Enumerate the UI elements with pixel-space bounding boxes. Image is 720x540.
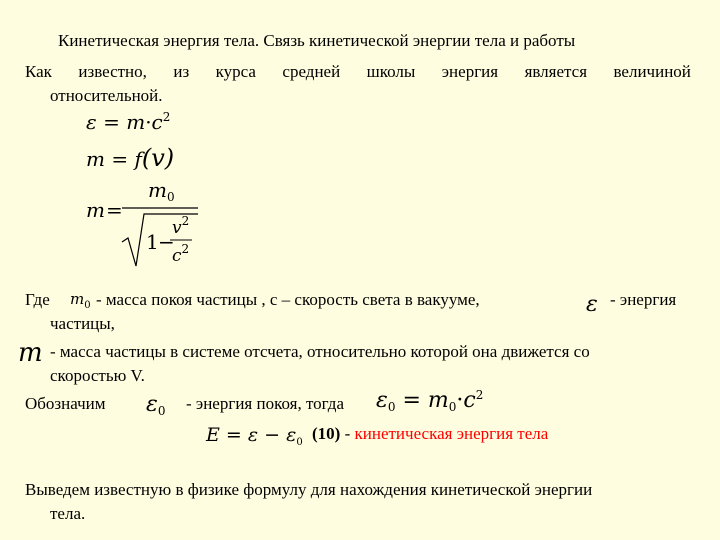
m-def-line-1: - масса частицы в системе отсчета, относительно которой она движется со — [50, 342, 590, 361]
m-def-line-2: скоростью V. — [50, 366, 145, 385]
where-line-2: частицы, — [50, 314, 115, 333]
where-text-a: - масса покоя частицы , с – скорость света в вакууме, — [96, 290, 480, 309]
word: Как — [25, 62, 52, 81]
word: курса — [215, 62, 256, 81]
intro-line-2: относительной. — [50, 86, 163, 105]
formula-kinetic-energy: $E = \varepsilon - \varepsilon_0$ — [206, 424, 303, 448]
denote-text: - энергия покоя, тогда — [186, 394, 345, 413]
denote-word: Обозначим — [25, 394, 106, 413]
kinetic-line: (10) - кинетическая энергия тела — [312, 424, 549, 443]
derive-line-1: Выведем известную в физике формулу для нахождения кинетической энергии — [25, 480, 593, 499]
derive-line-2: тела. — [50, 504, 86, 523]
word: является — [524, 62, 588, 81]
epsilon-symbol: ε — [586, 292, 598, 317]
slide-title: Кинетическая энергия тела. Связь кинетической энергии тела и работы — [58, 31, 576, 50]
formula-rest-energy: $\varepsilon_0 = m_0\cdot c^2$ — [376, 388, 484, 414]
where-text-b: - энергия — [610, 290, 677, 309]
where-line-1: Где — [25, 290, 50, 309]
equation-number: (10) — [312, 424, 341, 443]
m0-symbol: $m_0$ — [70, 290, 91, 311]
word: величиной — [613, 62, 691, 81]
formula-energy-mass: $\varepsilon = m\cdot c^2$ — [86, 110, 171, 134]
word: средней — [282, 62, 341, 81]
word: энергия — [441, 62, 499, 81]
kinetic-energy-label: кинетическая энергия тела — [354, 424, 549, 443]
formula-mass-function: m = f(v) — [86, 144, 175, 172]
eps0-symbol: $\varepsilon_0$ — [146, 392, 166, 418]
word: известно, — [78, 62, 147, 81]
word: из — [173, 62, 190, 81]
word: школы — [366, 62, 416, 81]
m-symbol: m — [18, 338, 43, 368]
formula-relativistic-mass: m = $m_0$ 1 − $v^2$ $c^2$ — [86, 180, 206, 275]
intro-line-1 — [25, 62, 691, 82]
